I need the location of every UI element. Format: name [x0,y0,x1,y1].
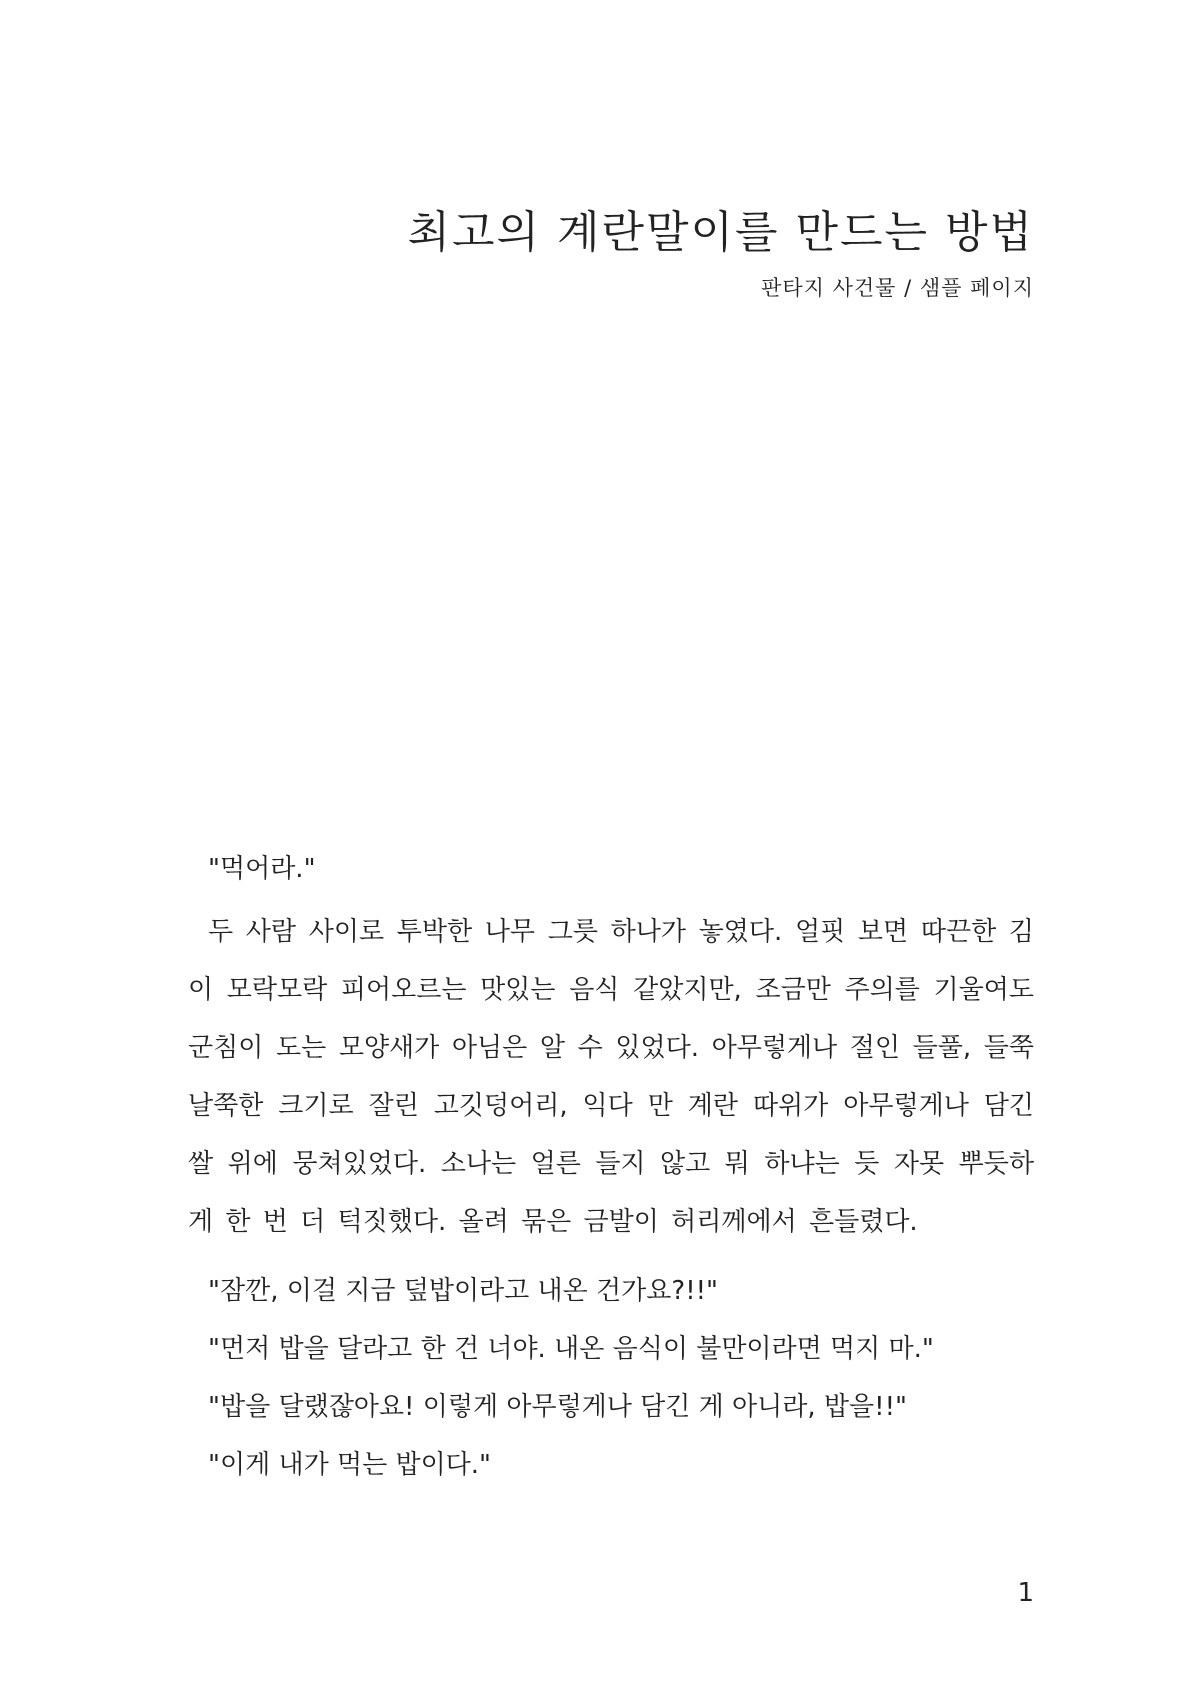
page-number: 1 [1017,1578,1034,1608]
dialogue-block [188,1262,1034,1494]
narration-block [188,903,1034,1251]
opening-quote-block [188,840,1034,898]
document-subtitle: 판타지 사건물 / 샘플 페이지 [761,276,1034,300]
dialogue-line: "이게 내가 먹는 밥이다." [208,1450,492,1480]
narration-paragraph: 두 사람 사이로 투박한 나무 그릇 하나가 놓였다. 얼핏 보면 따끈한 김이 모락모락 피어오르는 맛있는 음식 같았지만, 조금만 주의를 기울여도 군침이 도는 모양새가 아님은 알 수 있었다. 아무렇게나 절인 들풀, 들쭉날쭉한 크기로 잘린 고깃덩어리, 익다 만 계란 따위가 아무렇게나 담긴 쌀 위에 뭉쳐있었다. 소나는 얼른 들지 않고 뭐 하냐는 듯 자못 뿌듯하게 한 번 더 턱짓했다. 올려 묶은 금발이 허리께에서 흔들렸다. [188,917,1034,1237]
dialogue-line: "먼저 밥을 달라고 한 건 너야. 내온 음식이 불만이라면 먹지 마." [208,1334,934,1364]
opening-quote: "먹어라." [208,854,316,884]
dialogue-line: "밥을 달랬잖아요! 이렇게 아무렇게나 담긴 게 아니라, 밥을!!" [208,1392,907,1422]
document-title: 최고의 계란말이를 만드는 방법 [407,207,1034,258]
dialogue-line: "잠깐, 이걸 지금 덮밥이라고 내온 건가요?!!" [208,1276,719,1306]
